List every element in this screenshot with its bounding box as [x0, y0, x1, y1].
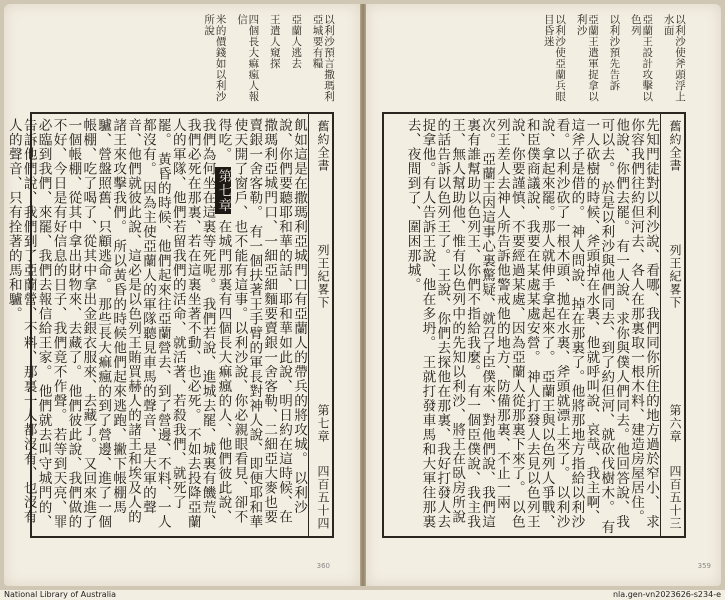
- margin-note: 四個長大痲瘋人報信: [235, 14, 260, 102]
- margin-note: 亞蘭人逃去: [290, 14, 303, 69]
- left-margin-notes: [38, 14, 334, 106]
- book-title: 舊約全書: [316, 120, 330, 172]
- verse: 不如去投降亞蘭人的軍隊、他們若留我們的活命、就活著、若殺我們、就死了罷。: [154, 118, 201, 530]
- verse: 因為主使亞蘭人的軍隊聽見車馬的聲音、是大軍的聲音、他們就彼此說、這必是以色列王賄買赫人的諸王和埃及人的諸王來攻擊我們。: [110, 118, 156, 524]
- margin-note: 以利沙使亞蘭兵眼目昏迷: [542, 14, 567, 102]
- verse: 亞蘭王與以色列人爭戰、和臣僕商議說、我要在某處某處安營。: [523, 118, 555, 530]
- verse: 有一人砍樹的時候、斧頭掉在水裏、他就呼叫說、哀哉、我主啊、這斧子是借的。: [568, 118, 615, 535]
- verse: 黃昏的時候、他們起來往亞蘭營去、到了營邊、不料、一人都沒有。: [139, 118, 171, 530]
- verse: 那些長大痲瘋的到了營邊、進了一個帳棚、吃了喝了、從其中拿出金銀衣服來、去藏了。: [80, 118, 112, 530]
- verse: 有一個扶著王手臂的軍長對神人說、即便耶和華使天開了窗戶、也不能有這事。以利沙說、你必親眼看見、卻不得吃。: [215, 118, 263, 530]
- margin-note: 以利沙預言撒瑪利亞城要有糧: [311, 14, 335, 102]
- chapter-label: 列王紀畧下: [668, 244, 682, 309]
- verse: 若等到天亮、罪必臨到我們、來罷、我們去報信給王家。: [35, 118, 67, 530]
- right-page: [366, 4, 721, 586]
- margin-note: 王遣人窺探: [268, 14, 281, 69]
- verse: 在城門那裏有四個長大痲瘋的人、他們彼此說、我們為何坐在這裏等死呢。: [199, 118, 232, 524]
- verse: 以利沙說、拿起來罷。那人就伸手拿起來了。: [538, 118, 570, 530]
- right-title-strip: [660, 114, 684, 536]
- right-margin-notes: [389, 14, 685, 106]
- verse: 先知門徒對以利沙說、看哪、我們同你所住的地方過於窄小、: [643, 118, 659, 510]
- margin-note: 米的價錢如以利沙所說: [203, 14, 227, 102]
- left-body-text: [5, 114, 307, 536]
- page-number: 四百五十四: [316, 465, 330, 530]
- margin-note: 以利沙預先告訴: [608, 14, 621, 91]
- page-stamp: 360: [316, 562, 330, 570]
- verse: 王說、你們去探他在那裏、我好打發人去捉拿他。有人告訴王說、他在多坍。: [419, 118, 451, 530]
- right-body-text: [390, 114, 658, 536]
- viewer-footer: [0, 590, 725, 600]
- verse: 他們就去叫守城門的、告訴他們說、我們到了亞蘭營、不料、那裏一人都沒有、也沒有人的聲音、只有拴著的馬和驢。: [5, 118, 52, 530]
- left-title-strip: [308, 114, 332, 536]
- verse: 求你容我們往約但河去、各人在那裏取一根木料、建造房屋居住。他說、你們去罷。: [613, 118, 659, 530]
- book-title: 舊約全書: [668, 120, 682, 172]
- left-text-frame: [5, 112, 334, 538]
- verse: 神人打發人去見以色列王說、你要謹慎、不要經過某處、因為亞蘭人從那裏下來了。: [508, 118, 540, 530]
- margin-note: 以利沙使斧頭浮上水面: [662, 14, 686, 102]
- page-stamp: 359: [697, 562, 711, 570]
- verse: 飢如這是在撒瑪利亞城門口有亞蘭人的帶兵的將攻城。: [291, 118, 307, 466]
- page-number: 四百五十三: [668, 465, 682, 530]
- chapter-heading-box: 第七章: [215, 168, 232, 213]
- margin-note: 亞蘭王遣軍捉拿以利沙: [575, 14, 599, 102]
- verse: 有一人說、求你與僕人們同去。他回答說、我可以去。: [598, 118, 630, 530]
- verse: 他們彼此說、我們做的不好、今日是有好信息的日子、我們竟不作聲。: [50, 118, 82, 530]
- verse: 有一個臣僕說、我主我王、無人幫助他、惟有以色列中的先知以利沙、將王在臥房所說的話告訴以色列王了。: [434, 118, 481, 530]
- verse: 又回來進了一個帳棚、從其中拿出財物來、去藏了。: [65, 118, 97, 530]
- chapter-label: 列王紀畧下: [316, 244, 330, 309]
- verse: 於是以利沙與他們同去、到了約但河、就砍伐樹木。: [598, 181, 615, 515]
- verse: 王就打發車馬和大軍往那裏去、夜間到了、圍困那城。: [404, 118, 436, 530]
- chapter-number: 第七章: [316, 404, 330, 443]
- margin-note: 亞蘭王設計攻擊以色列: [629, 14, 654, 102]
- item-identifier: nla.gen-vn2023626-s234-e: [612, 590, 721, 599]
- verse: 以利沙說、你們要聽耶和華的話、耶和華如此說、明日約在這時候、在撒瑪利亞城門口、一細亞細麵要賣銀一舍客勒、二細亞大麥也要賣銀一舍客勒。: [246, 118, 307, 524]
- right-text-frame: [382, 112, 686, 538]
- verse: 亞蘭王因這事心裏驚疑、就召了臣僕來、對他們說、我們這裏有誰幫助以色列王、你們不指給我麼。: [464, 118, 496, 530]
- verse: 我們若說、進城去罷、城裏有饑荒、我們必死在那裏、若在這裏坐著不動、也必死。: [184, 118, 216, 530]
- chapter-number: 第六章: [668, 404, 682, 443]
- verse: 神人問說、掉在那裏了。他將那地方指給以利沙看。以利沙砍了一根木頭、拋在水裏、斧頭就漂上來了。: [553, 118, 585, 530]
- left-page: [4, 4, 360, 586]
- verse: 以色列王差人去神人所告訴他警戒他的地方、防備那裏、不止一兩次。: [479, 118, 525, 530]
- library-credit: National Library of Australia: [4, 590, 117, 599]
- verse: 所以黃昏的時候他們起來逃跑、撇下帳棚馬驢、營盤照舊、只顧逃命。: [95, 118, 127, 515]
